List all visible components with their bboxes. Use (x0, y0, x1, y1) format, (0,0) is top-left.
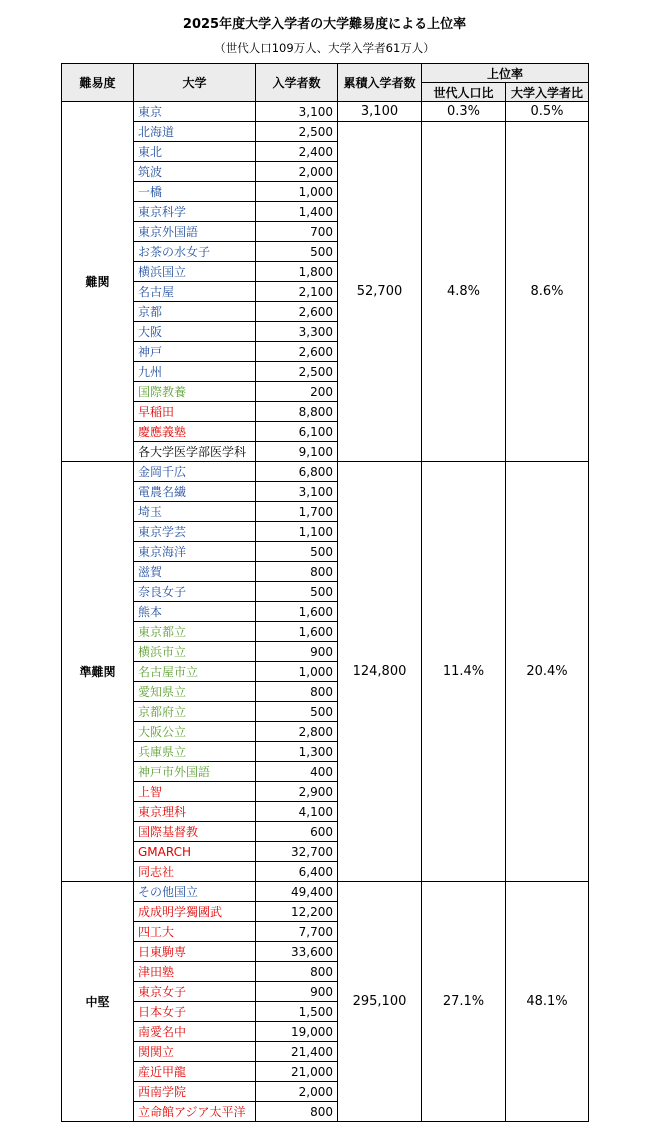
university-cell: 大阪公立 (134, 722, 256, 742)
enrollment-cell: 500 (256, 582, 338, 602)
table-row (62, 462, 589, 482)
university-cell: 神戸 (134, 342, 256, 362)
enrollment-cell: 19,000 (256, 1022, 338, 1042)
enrollment-cell: 2,800 (256, 722, 338, 742)
enrollment-cell: 6,100 (256, 422, 338, 442)
university-cell: 立命館アジア太平洋 (134, 1102, 256, 1122)
university-cell: 名古屋市立 (134, 662, 256, 682)
university-cell: GMARCH (134, 842, 256, 862)
enrollment-cell: 800 (256, 962, 338, 982)
university-cell: 日東駒専 (134, 942, 256, 962)
header-enrollment: 入学者数 (256, 64, 338, 102)
university-cell: 愛知県立 (134, 682, 256, 702)
cumulative-cell: 52,700 (338, 122, 422, 462)
university-cell: 各大学医学部医学科 (134, 442, 256, 462)
university-cell: 東京海洋 (134, 542, 256, 562)
gen-ratio-cell: 27.1% (422, 882, 506, 1122)
university-cell: 成成明学獨國武 (134, 902, 256, 922)
university-cell: 北海道 (134, 122, 256, 142)
univ-ratio-cell: 20.4% (506, 462, 589, 882)
enrollment-cell: 200 (256, 382, 338, 402)
enrollment-cell: 700 (256, 222, 338, 242)
enrollment-cell: 21,400 (256, 1042, 338, 1062)
university-cell: 四工大 (134, 922, 256, 942)
enrollment-cell: 1,000 (256, 662, 338, 682)
enrollment-cell: 7,700 (256, 922, 338, 942)
enrollment-cell: 32,700 (256, 842, 338, 862)
university-cell: 西南学院 (134, 1082, 256, 1102)
university-cell: 慶應義塾 (134, 422, 256, 442)
enrollment-cell: 500 (256, 242, 338, 262)
university-cell: 国際教養 (134, 382, 256, 402)
university-cell: 東京 (134, 102, 256, 122)
university-cell: 東京科学 (134, 202, 256, 222)
enrollment-cell: 6,800 (256, 462, 338, 482)
university-cell: 名古屋 (134, 282, 256, 302)
enrollment-cell: 500 (256, 702, 338, 722)
university-cell: 東京都立 (134, 622, 256, 642)
cumulative-cell: 3,100 (338, 102, 422, 122)
enrollment-cell: 2,900 (256, 782, 338, 802)
university-cell: 電農名繊 (134, 482, 256, 502)
university-cell: 津田塾 (134, 962, 256, 982)
gen-ratio-cell: 4.8% (422, 122, 506, 462)
enrollment-cell: 1,400 (256, 202, 338, 222)
enrollment-cell: 900 (256, 642, 338, 662)
enrollment-cell: 2,000 (256, 1082, 338, 1102)
university-cell: 同志社 (134, 862, 256, 882)
enrollment-cell: 2,600 (256, 302, 338, 322)
enrollment-cell: 3,100 (256, 482, 338, 502)
enrollment-cell: 2,500 (256, 122, 338, 142)
enrollment-cell: 1,500 (256, 1002, 338, 1022)
enrollment-cell: 1,300 (256, 742, 338, 762)
enrollment-cell: 500 (256, 542, 338, 562)
enrollment-cell: 2,000 (256, 162, 338, 182)
university-cell: 関関立 (134, 1042, 256, 1062)
university-cell: 京都 (134, 302, 256, 322)
enrollment-cell: 2,100 (256, 282, 338, 302)
enrollment-cell: 4,100 (256, 802, 338, 822)
table-header (62, 64, 589, 102)
university-cell: 早稲田 (134, 402, 256, 422)
university-cell: 南愛名中 (134, 1022, 256, 1042)
cumulative-cell: 295,100 (338, 882, 422, 1122)
difficulty-cell: 難関 (62, 102, 134, 462)
university-cell: その他国立 (134, 882, 256, 902)
enrollment-cell: 1,600 (256, 622, 338, 642)
university-cell: 横浜国立 (134, 262, 256, 282)
header-rank-rate: 上位率 (422, 64, 589, 83)
enrollment-cell: 3,100 (256, 102, 338, 122)
header-cumulative: 累積入学者数 (338, 64, 422, 102)
difficulty-cell: 準難関 (62, 462, 134, 882)
university-cell: 東京外国語 (134, 222, 256, 242)
enrollment-cell: 800 (256, 562, 338, 582)
university-cell: 国際基督教 (134, 822, 256, 842)
enrollment-cell: 6,400 (256, 862, 338, 882)
table-row (62, 102, 589, 122)
enrollment-cell: 1,800 (256, 262, 338, 282)
table-row (62, 122, 589, 142)
enrollment-cell: 33,600 (256, 942, 338, 962)
university-cell: 滋賀 (134, 562, 256, 582)
enrollment-cell: 8,800 (256, 402, 338, 422)
enrollment-cell: 800 (256, 682, 338, 702)
enrollment-cell: 9,100 (256, 442, 338, 462)
university-cell: 兵庫県立 (134, 742, 256, 762)
enrollment-cell: 21,000 (256, 1062, 338, 1082)
enrollment-cell: 1,000 (256, 182, 338, 202)
enrollment-cell: 12,200 (256, 902, 338, 922)
university-cell: 大阪 (134, 322, 256, 342)
enrollment-cell: 600 (256, 822, 338, 842)
university-cell: 東北 (134, 142, 256, 162)
university-cell: 東京理科 (134, 802, 256, 822)
page-title: 2025年度大学入学者の大学難易度による上位率 (182, 17, 467, 32)
header-difficulty: 難易度 (62, 64, 134, 102)
enrollment-cell: 2,400 (256, 142, 338, 162)
university-cell: 埼玉 (134, 502, 256, 522)
table-body (62, 102, 589, 1122)
ranking-table (61, 63, 589, 1122)
enrollment-cell: 49,400 (256, 882, 338, 902)
university-cell: 東京女子 (134, 982, 256, 1002)
university-cell: 神戸市外国語 (134, 762, 256, 782)
header-university: 大学 (134, 64, 256, 102)
gen-ratio-cell: 0.3% (422, 102, 506, 122)
university-cell: 産近甲龍 (134, 1062, 256, 1082)
enrollment-cell: 400 (256, 762, 338, 782)
university-cell: 上智 (134, 782, 256, 802)
gen-ratio-cell: 11.4% (422, 462, 506, 882)
enrollment-cell: 3,300 (256, 322, 338, 342)
header-gen-ratio: 世代人口比 (422, 83, 506, 102)
table-row (62, 882, 589, 902)
enrollment-cell: 2,500 (256, 362, 338, 382)
enrollment-cell: 1,600 (256, 602, 338, 622)
page-subtitle: （世代人口109万人、大学入学者61万人） (214, 41, 435, 55)
university-cell: 東京学芸 (134, 522, 256, 542)
university-cell: 熊本 (134, 602, 256, 622)
enrollment-cell: 2,600 (256, 342, 338, 362)
university-cell: お茶の水女子 (134, 242, 256, 262)
univ-ratio-cell: 48.1% (506, 882, 589, 1122)
university-cell: 日本女子 (134, 1002, 256, 1022)
university-cell: 一橋 (134, 182, 256, 202)
university-cell: 京都府立 (134, 702, 256, 722)
enrollment-cell: 900 (256, 982, 338, 1002)
enrollment-cell: 1,100 (256, 522, 338, 542)
enrollment-cell: 1,700 (256, 502, 338, 522)
university-cell: 筑波 (134, 162, 256, 182)
university-cell: 九州 (134, 362, 256, 382)
enrollment-cell: 800 (256, 1102, 338, 1122)
univ-ratio-cell: 0.5% (506, 102, 589, 122)
univ-ratio-cell: 8.6% (506, 122, 589, 462)
university-cell: 奈良女子 (134, 582, 256, 602)
cumulative-cell: 124,800 (338, 462, 422, 882)
difficulty-cell: 中堅 (62, 882, 134, 1122)
header-univ-ratio: 大学入学者比 (506, 83, 589, 102)
university-cell: 横浜市立 (134, 642, 256, 662)
university-cell: 金岡千広 (134, 462, 256, 482)
